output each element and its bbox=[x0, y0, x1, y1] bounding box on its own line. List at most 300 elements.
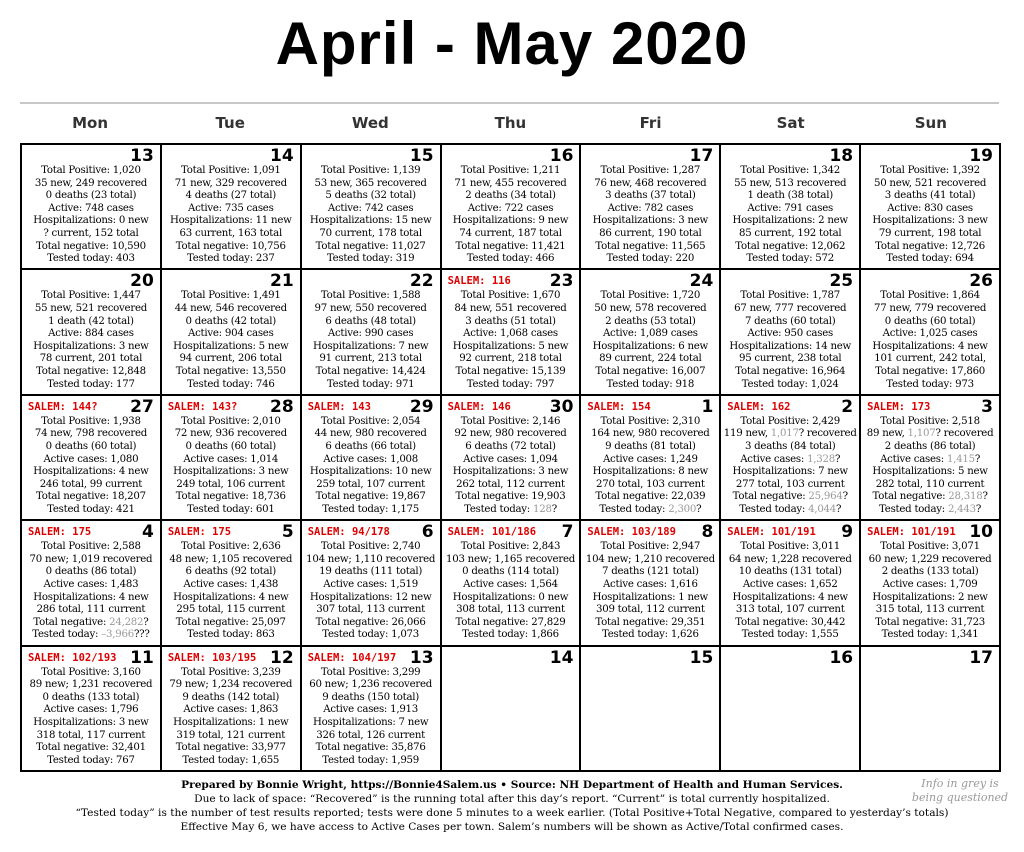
stat-line bbox=[302, 554, 440, 567]
stat-line bbox=[861, 228, 999, 241]
stat-text: Hospitalizations: 12 new bbox=[309, 591, 432, 603]
stat-text: 282 total, 110 current bbox=[875, 478, 985, 490]
day-stats bbox=[861, 165, 999, 266]
day-number: 17 bbox=[689, 146, 714, 166]
weekday-header bbox=[20, 114, 1001, 136]
stat-line bbox=[162, 755, 300, 768]
stat-text: Tested today: 767 bbox=[47, 754, 135, 766]
day-stats bbox=[581, 290, 719, 391]
stat-line bbox=[861, 541, 999, 554]
stat-line bbox=[442, 290, 580, 303]
stat-text: Active: 722 cases bbox=[467, 202, 554, 214]
stat-text: 259 total, 107 current bbox=[316, 478, 425, 490]
stat-line bbox=[721, 604, 859, 617]
stat-line bbox=[442, 466, 580, 479]
stat-line bbox=[302, 379, 440, 392]
stat-text: Active: 782 cases bbox=[607, 202, 694, 214]
stat-text: 286 total, 111 current bbox=[36, 604, 146, 616]
stat-line bbox=[721, 241, 859, 254]
stat-line bbox=[861, 178, 999, 191]
grey-note-line: being questioned bbox=[911, 791, 1009, 804]
stat-line bbox=[442, 541, 580, 554]
day-stats bbox=[721, 165, 859, 266]
stat-line bbox=[861, 441, 999, 454]
stat-text: Active cases: 1,008 bbox=[323, 453, 419, 465]
stat-line bbox=[721, 566, 859, 579]
stat-line bbox=[581, 566, 719, 579]
stat-text: 6 deaths (72 total) bbox=[465, 440, 556, 452]
stat-text: Total Positive: 1,588 bbox=[320, 290, 421, 302]
stat-line bbox=[581, 617, 719, 630]
stat-line bbox=[861, 190, 999, 203]
stat-text: ? bbox=[143, 616, 149, 628]
stat-text: Tested today: 1,959 bbox=[322, 754, 420, 766]
stat-text: Active: 830 cases bbox=[887, 202, 973, 214]
stat-line bbox=[22, 379, 160, 392]
stat-line bbox=[22, 328, 160, 341]
stat-line bbox=[22, 667, 160, 680]
stat-text: Active: 884 cases bbox=[48, 328, 134, 340]
stat-text: Active cases: bbox=[740, 453, 808, 465]
stat-line bbox=[22, 629, 160, 642]
weekday-label: Thu bbox=[494, 114, 527, 132]
stat-line bbox=[442, 241, 580, 254]
stat-text: Hospitalizations: 8 new bbox=[592, 466, 709, 478]
stat-line bbox=[861, 466, 999, 479]
stat-text: Hospitalizations: 10 new bbox=[309, 466, 432, 478]
stat-text: Active: 990 cases bbox=[327, 328, 414, 340]
stat-text: Hospitalizations: 7 new bbox=[732, 466, 848, 478]
stat-line bbox=[442, 203, 580, 216]
grey-note-line: Info in grey is bbox=[921, 777, 999, 790]
stat-line bbox=[442, 328, 580, 341]
stat-text: 103 new; 1,165 recovered bbox=[445, 553, 575, 565]
stat-line bbox=[162, 316, 300, 329]
stat-text: Total negative: 16,964 bbox=[735, 365, 846, 377]
stat-text: Total Positive: 1,787 bbox=[740, 290, 840, 302]
stat-line bbox=[581, 579, 719, 592]
weekday-label: Sun bbox=[914, 114, 947, 132]
stat-line bbox=[721, 579, 859, 592]
stat-text: Hospitalizations: 9 new bbox=[452, 215, 569, 227]
stat-line bbox=[302, 165, 440, 178]
stat-text: Tested today: 746 bbox=[186, 378, 275, 390]
day-stats bbox=[581, 165, 719, 266]
day-stats bbox=[22, 290, 160, 391]
stat-text: Active cases: 1,483 bbox=[43, 578, 139, 590]
stat-text: 50 new, 578 recovered bbox=[594, 302, 707, 314]
salem-count: SALEM: 143? bbox=[167, 400, 238, 413]
stat-line bbox=[162, 730, 300, 743]
day-stats bbox=[302, 290, 440, 391]
stat-line bbox=[302, 241, 440, 254]
stat-text: Tested today: 971 bbox=[326, 378, 415, 390]
stat-line bbox=[861, 203, 999, 216]
stat-text: 246 total, 99 current bbox=[39, 478, 143, 490]
day-number: 7 bbox=[561, 522, 574, 543]
day-number: 14 bbox=[270, 146, 294, 166]
stat-text: 85 current, 192 total bbox=[738, 227, 842, 239]
stat-text: 7 deaths (60 total) bbox=[744, 315, 836, 327]
stat-line bbox=[861, 353, 999, 366]
day-number: 9 bbox=[841, 522, 854, 543]
stat-text: Tested today: 1,024 bbox=[741, 378, 839, 390]
stat-text: Tested today: 403 bbox=[47, 253, 135, 265]
salem-count: SALEM: 101/191 bbox=[867, 526, 956, 539]
stat-line bbox=[581, 466, 719, 479]
stat-line bbox=[162, 353, 300, 366]
stat-line bbox=[302, 742, 440, 755]
stat-line bbox=[22, 341, 160, 354]
day-number: 6 bbox=[421, 522, 434, 543]
stat-text: 3 deaths (41 total) bbox=[884, 190, 976, 202]
stat-text: Total negative: 18,207 bbox=[35, 491, 146, 503]
stat-text: Hospitalizations: 0 new bbox=[33, 215, 149, 227]
stat-text: Total negative: 13,550 bbox=[175, 365, 286, 377]
stat-text: Active: 1,025 cases bbox=[882, 328, 978, 340]
stat-text: 64 new; 1,228 recovered bbox=[728, 553, 852, 565]
stat-text: Total negative: 18,736 bbox=[175, 491, 286, 503]
day-number: 11 bbox=[130, 647, 154, 668]
stat-line bbox=[162, 679, 300, 692]
day-number: 4 bbox=[142, 522, 154, 543]
stat-line bbox=[861, 379, 999, 392]
stat-text: 94 current, 206 total bbox=[179, 353, 282, 365]
stat-line bbox=[721, 504, 859, 517]
stat-text: Total Positive: 1,020 bbox=[41, 165, 141, 176]
stat-text: Total Positive: 1,287 bbox=[600, 165, 701, 176]
stat-text: Active cases: 1,080 bbox=[43, 453, 139, 465]
day-stats bbox=[721, 416, 859, 517]
stat-text: Active cases: 1,564 bbox=[463, 578, 558, 590]
stat-text: 44 new, 546 recovered bbox=[174, 302, 287, 314]
stat-line bbox=[721, 466, 859, 479]
day-cell bbox=[721, 521, 861, 646]
stat-line bbox=[302, 629, 440, 642]
stat-line bbox=[22, 353, 160, 366]
stat-text: Tested today: 177 bbox=[47, 378, 135, 390]
stat-line bbox=[302, 491, 440, 504]
stat-line bbox=[861, 491, 999, 504]
stat-text: Total Positive: 3,071 bbox=[880, 541, 980, 553]
stat-line bbox=[302, 730, 440, 743]
stat-line bbox=[442, 604, 580, 617]
stat-line bbox=[302, 604, 440, 617]
footer-notes bbox=[0, 778, 1024, 834]
stat-text: ? bbox=[696, 503, 702, 515]
stat-line bbox=[721, 617, 859, 630]
stat-text: Total negative: 12,726 bbox=[875, 240, 986, 252]
stat-line bbox=[861, 479, 999, 492]
stat-line bbox=[861, 504, 999, 517]
stat-text: Active: 791 cases bbox=[747, 202, 833, 214]
stat-line bbox=[302, 667, 440, 680]
stat-line bbox=[162, 617, 300, 630]
day-cell bbox=[442, 145, 582, 270]
stat-text: Total Positive: 2,843 bbox=[460, 541, 561, 553]
stat-text: Total negative: 12,062 bbox=[735, 240, 846, 252]
stat-text: Total Positive: 2,146 bbox=[460, 415, 561, 427]
stat-text: 70 current, 178 total bbox=[319, 227, 422, 239]
day-cell bbox=[861, 647, 1001, 772]
stat-text: Hospitalizations: 3 new bbox=[872, 215, 988, 227]
salem-count: SALEM: 116 bbox=[447, 275, 511, 288]
stat-text: 0 deaths (42 total) bbox=[185, 315, 277, 327]
stat-line bbox=[302, 717, 440, 730]
stat-text: Total negative: 30,442 bbox=[735, 616, 846, 628]
day-number: 13 bbox=[409, 647, 434, 668]
stat-line bbox=[721, 203, 859, 216]
stat-text: ??? bbox=[133, 629, 150, 641]
stat-line bbox=[302, 466, 440, 479]
day-number: 27 bbox=[130, 396, 154, 417]
stat-text: ? recovered bbox=[935, 428, 994, 440]
stat-text: Total Positive: 1,211 bbox=[460, 165, 561, 176]
stat-text: 74 current, 187 total bbox=[459, 227, 562, 239]
day-number: 22 bbox=[409, 271, 434, 292]
stat-text: 326 total, 126 current bbox=[316, 729, 425, 741]
stat-line bbox=[581, 428, 719, 441]
stat-line bbox=[162, 341, 300, 354]
questioned-value: 128 bbox=[532, 503, 552, 515]
stat-line bbox=[721, 178, 859, 191]
stat-line bbox=[302, 479, 440, 492]
stat-text: Tested today: 1,073 bbox=[322, 629, 420, 641]
stat-text: 53 new, 365 recovered bbox=[314, 177, 427, 189]
stat-text: Tested today: 694 bbox=[886, 253, 974, 265]
day-stats bbox=[162, 667, 300, 768]
stat-line bbox=[162, 629, 300, 642]
stat-line bbox=[22, 366, 160, 379]
stat-line bbox=[22, 579, 160, 592]
salem-count: SALEM: 144? bbox=[28, 400, 98, 413]
stat-line bbox=[442, 353, 580, 366]
stat-text: 6 deaths (66 total) bbox=[325, 440, 416, 452]
stat-text: Total negative: 25,097 bbox=[175, 616, 286, 628]
stat-text: 0 deaths (60 total) bbox=[45, 440, 137, 452]
stat-text: Hospitalizations: 4 new bbox=[33, 591, 149, 603]
stat-text: 91 current, 213 total bbox=[319, 353, 422, 365]
day-stats bbox=[162, 290, 300, 391]
weekday-label: Tue bbox=[215, 114, 245, 132]
stat-line bbox=[162, 541, 300, 554]
stat-line bbox=[22, 241, 160, 254]
stat-text: ? bbox=[551, 503, 557, 515]
stat-line bbox=[302, 692, 440, 705]
stat-line bbox=[861, 341, 999, 354]
stat-line bbox=[581, 303, 719, 316]
day-number: 29 bbox=[409, 396, 434, 417]
stat-text: 2 deaths (53 total) bbox=[605, 315, 696, 327]
stat-line bbox=[721, 253, 859, 266]
stat-line bbox=[442, 165, 580, 178]
stat-line bbox=[302, 416, 440, 429]
stat-text: 3 deaths (84 total) bbox=[744, 440, 836, 452]
stat-text: Total Positive: 2,054 bbox=[320, 415, 421, 427]
stat-line bbox=[861, 592, 999, 605]
stat-line bbox=[581, 592, 719, 605]
stat-text: ? recovered bbox=[798, 428, 857, 440]
day-number: 5 bbox=[281, 522, 294, 543]
stat-line bbox=[22, 730, 160, 743]
stat-line bbox=[581, 554, 719, 567]
stat-line bbox=[22, 428, 160, 441]
day-number: 13 bbox=[130, 146, 154, 166]
salem-count: SALEM: 101/186 bbox=[447, 526, 537, 539]
stat-line bbox=[22, 466, 160, 479]
stat-line bbox=[22, 692, 160, 705]
stat-text: Total negative: 11,421 bbox=[455, 240, 566, 252]
stat-text: Tested today: bbox=[599, 503, 669, 515]
questioned-value: 1,415 bbox=[946, 453, 975, 465]
day-number: 20 bbox=[130, 271, 154, 292]
stat-line bbox=[22, 679, 160, 692]
salem-count: SALEM: 175 bbox=[28, 526, 92, 539]
stat-text: ? bbox=[974, 453, 981, 465]
footer-note-recovered: Due to lack of space: “Recovered” is the running total after this day’s report. “Current” is total currently hospitalized. bbox=[194, 793, 830, 805]
stat-line bbox=[442, 629, 580, 642]
stat-text: Total Positive: 2,588 bbox=[41, 541, 141, 553]
stat-text: Total Positive: 1,091 bbox=[180, 165, 281, 176]
stat-line bbox=[581, 178, 719, 191]
stat-line bbox=[302, 679, 440, 692]
stat-line bbox=[861, 290, 999, 303]
stat-line bbox=[442, 454, 580, 467]
questioned-value: –3,966 bbox=[101, 629, 134, 641]
stat-line bbox=[442, 504, 580, 517]
stat-text: Tested today: 319 bbox=[326, 253, 415, 265]
stat-line bbox=[162, 717, 300, 730]
stat-text: Total negative: bbox=[33, 616, 110, 628]
stat-line bbox=[22, 228, 160, 241]
stat-line bbox=[302, 617, 440, 630]
stat-text: Active cases: 1,913 bbox=[323, 704, 419, 716]
stat-text: 6 deaths (92 total) bbox=[185, 566, 277, 578]
day-cell bbox=[22, 396, 162, 521]
stat-text: Active: 742 cases bbox=[327, 202, 414, 214]
stat-line bbox=[721, 554, 859, 567]
stat-text: 309 total, 112 current bbox=[596, 604, 705, 616]
day-stats bbox=[861, 541, 999, 642]
stat-text: Total Positive: 2,310 bbox=[600, 415, 701, 427]
stat-line bbox=[302, 428, 440, 441]
stat-text: Active cases: 1,616 bbox=[602, 578, 698, 590]
stat-text: 0 deaths (23 total) bbox=[45, 190, 137, 202]
stat-line bbox=[581, 629, 719, 642]
stat-text: ? bbox=[836, 503, 842, 515]
stat-line bbox=[302, 704, 440, 717]
questioned-value: 1,107 bbox=[907, 428, 936, 440]
stat-line bbox=[442, 253, 580, 266]
title-divider bbox=[20, 102, 999, 104]
stat-text: Total Positive: 3,239 bbox=[180, 666, 281, 678]
day-cell bbox=[721, 647, 861, 772]
stat-line bbox=[861, 579, 999, 592]
stat-line bbox=[861, 303, 999, 316]
stat-text: Active cases: bbox=[880, 453, 947, 465]
stat-line bbox=[22, 316, 160, 329]
stat-text: 307 total, 113 current bbox=[316, 604, 425, 616]
weekday-label: Sat bbox=[776, 114, 805, 132]
stat-text: Total Positive: 2,740 bbox=[320, 541, 421, 553]
stat-text: 313 total, 107 current bbox=[735, 604, 845, 616]
stat-line bbox=[22, 755, 160, 768]
calendar-grid bbox=[20, 143, 1001, 772]
stat-line bbox=[162, 504, 300, 517]
stat-text: Hospitalizations: 3 new bbox=[33, 340, 149, 352]
day-number: 15 bbox=[409, 146, 434, 166]
stat-text: 0 deaths (114 total) bbox=[462, 566, 559, 578]
questioned-value: 1,017 bbox=[770, 428, 799, 440]
stat-text: Active: 1,068 cases bbox=[463, 328, 558, 340]
salem-count: SALEM: 173 bbox=[867, 400, 931, 413]
stat-text: Hospitalizations: 4 new bbox=[33, 466, 149, 478]
footer-note-tested: “Tested today” is the number of test results reported; tests were done 5 minutes to a week earlier. (Total Positive+Total Negative, compared to yesterday’s totals) bbox=[75, 807, 949, 819]
stat-text: 79 new; 1,234 recovered bbox=[169, 679, 293, 691]
stat-text: Active cases: 1,014 bbox=[183, 453, 279, 465]
stat-line bbox=[22, 454, 160, 467]
stat-text: Total Positive: 1,392 bbox=[880, 165, 980, 176]
stat-text: Total Positive: 2,947 bbox=[600, 541, 701, 553]
stat-line bbox=[22, 717, 160, 730]
stat-line bbox=[22, 742, 160, 755]
stat-text: 0 deaths (133 total) bbox=[42, 691, 140, 703]
day-number: 15 bbox=[689, 647, 714, 668]
stat-text: Hospitalizations: 7 new bbox=[312, 340, 429, 352]
stat-text: Total Positive: 1,720 bbox=[600, 290, 701, 302]
stat-line bbox=[721, 366, 859, 379]
day-stats bbox=[302, 541, 440, 642]
stat-line bbox=[162, 303, 300, 316]
stat-line bbox=[861, 253, 999, 266]
stat-line bbox=[581, 604, 719, 617]
stat-text: Total Positive: 1,670 bbox=[460, 290, 561, 302]
stat-line bbox=[302, 579, 440, 592]
stat-text: 86 current, 190 total bbox=[599, 227, 702, 239]
day-stats bbox=[22, 416, 160, 517]
stat-line bbox=[302, 303, 440, 316]
stat-line bbox=[581, 215, 719, 228]
stat-line bbox=[442, 428, 580, 441]
stat-text: Tested today: 973 bbox=[886, 378, 974, 390]
stat-text: 4 deaths (27 total) bbox=[185, 190, 277, 202]
stat-line bbox=[22, 303, 160, 316]
stat-text: Tested today: 1,626 bbox=[601, 629, 699, 641]
stat-text: Active: 748 cases bbox=[48, 202, 134, 214]
stat-line bbox=[162, 165, 300, 178]
day-cell bbox=[22, 145, 162, 270]
stat-line bbox=[22, 416, 160, 429]
day-cell bbox=[22, 270, 162, 395]
stat-text: 104 new; 1,210 recovered bbox=[585, 553, 715, 565]
stat-line bbox=[442, 554, 580, 567]
day-cell bbox=[162, 270, 302, 395]
day-cell bbox=[22, 521, 162, 646]
stat-line bbox=[581, 328, 719, 341]
stat-line bbox=[22, 441, 160, 454]
day-stats bbox=[861, 290, 999, 391]
stat-text: Hospitalizations: 4 new bbox=[173, 591, 289, 603]
stat-line bbox=[162, 592, 300, 605]
stat-line bbox=[581, 253, 719, 266]
stat-line bbox=[162, 441, 300, 454]
stat-line bbox=[22, 491, 160, 504]
stat-line bbox=[162, 491, 300, 504]
day-number: 28 bbox=[270, 396, 294, 417]
stat-text: Total Positive: 3,299 bbox=[320, 666, 421, 678]
stat-line bbox=[721, 316, 859, 329]
stat-text: Total Positive: 1,447 bbox=[41, 290, 141, 302]
